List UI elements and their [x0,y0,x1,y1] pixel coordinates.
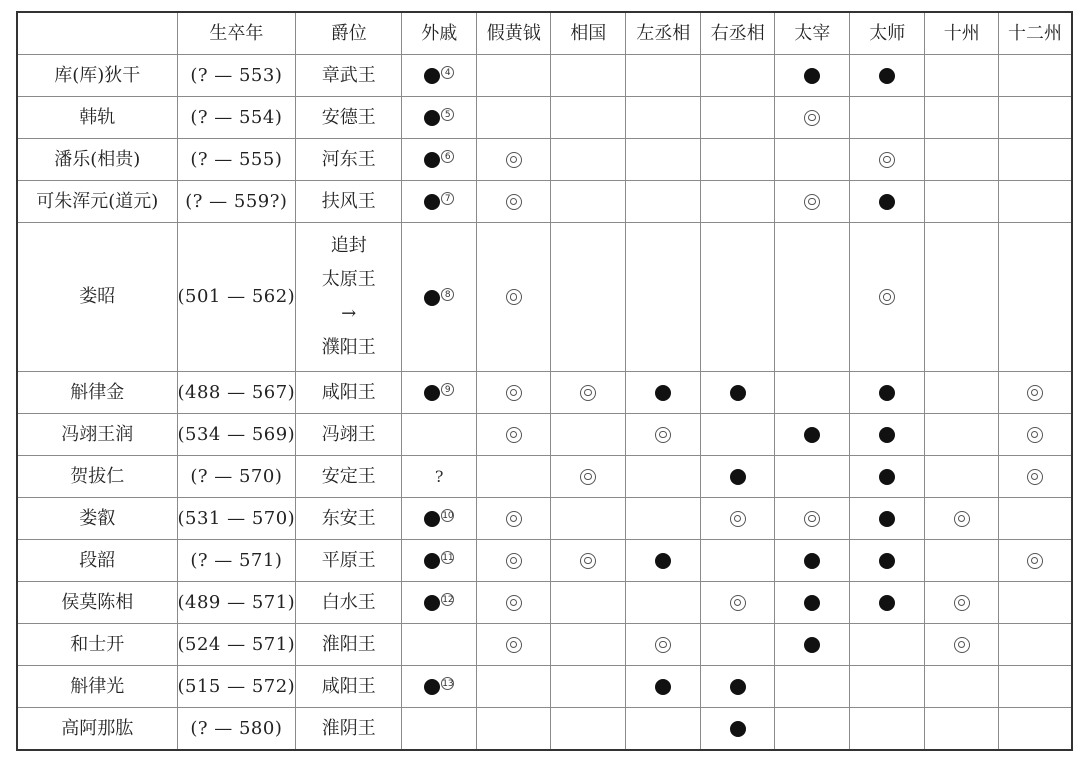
office-cell [701,708,775,751]
office-cell [999,540,1072,582]
header-jiahuangyue: 假黄钺 [477,12,551,55]
office-cell [477,624,551,666]
filled-circle-icon [424,194,440,210]
header-zuochengxiang: 左丞相 [626,12,701,55]
office-cell [551,666,626,708]
rank-title [296,666,402,708]
lifespan: (489 — 571) [177,582,296,624]
office-cell [850,456,925,498]
double-circle-icon [730,595,746,611]
rank-line: 淮阳王 [321,633,376,655]
lifespan: (501 — 562) [177,223,296,372]
rank-line: 安定王 [321,465,376,487]
double-circle-icon [1027,553,1043,569]
footnote-number: 11 [442,553,454,563]
person-name: 可朱浑元(道元) [17,181,177,223]
office-cell [477,97,551,139]
rank-line: 咸阳王 [321,381,376,403]
office-cell [701,55,775,97]
rank-title [296,55,402,97]
table-row [17,181,1072,223]
filled-circle-icon [424,152,440,168]
office-cell [626,97,701,139]
rank-title [296,414,402,456]
office-cell [850,139,925,181]
filled-circle-icon [655,385,671,401]
double-circle-icon [506,595,522,611]
office-cell [701,139,775,181]
office-cell [999,624,1072,666]
rank-line: 追封 [330,235,367,256]
footnote-number: 6 [441,150,454,163]
filled-circle-icon [879,427,895,443]
rank-line: 安德王 [321,106,376,128]
rank-line: → [341,303,357,324]
header-waiqi: 外戚 [402,12,477,55]
double-circle-icon [1027,427,1043,443]
office-cell [999,582,1072,624]
waiqi-cell [402,372,477,414]
double-circle-icon [580,553,596,569]
double-circle-icon [506,553,522,569]
filled-circle-icon [424,385,440,401]
double-circle-icon [580,469,596,485]
office-cell [925,372,999,414]
rank-line: 河东王 [321,148,376,170]
filled-circle-icon [804,553,820,569]
double-circle-icon [879,152,895,168]
office-cell [477,666,551,708]
office-cell [925,498,999,540]
office-cell [925,456,999,498]
rank-title [296,139,402,181]
office-cell [850,223,925,372]
office-cell [626,582,701,624]
double-circle-icon [506,637,522,653]
double-circle-icon [730,511,746,527]
office-cell [626,498,701,540]
person-name: 娄叡 [17,498,177,540]
rank-line: 咸阳王 [321,675,376,697]
office-cell [551,55,626,97]
office-cell [925,666,999,708]
filled-circle-icon [655,679,671,695]
office-cell [999,666,1072,708]
office-cell [850,414,925,456]
footnote-number: 9 [441,383,454,396]
office-cell [775,540,850,582]
header-xiangguo: 相国 [551,12,626,55]
rank-title [296,181,402,223]
double-circle-icon [804,110,820,126]
office-cell [477,708,551,751]
office-cell [775,708,850,751]
office-cell [701,540,775,582]
table-row [17,708,1072,751]
office-cell [551,540,626,582]
office-cell [701,181,775,223]
waiqi-cell [402,97,477,139]
double-circle-icon [506,194,522,210]
waiqi-cell [402,139,477,181]
double-circle-icon [954,511,970,527]
office-cell [999,97,1072,139]
person-name: 高阿那肱 [17,708,177,751]
person-name: 库(厍)狄干 [17,55,177,97]
office-cell [477,55,551,97]
office-cell [775,582,850,624]
rank-title [296,456,402,498]
waiqi-cell [402,582,477,624]
table-row [17,624,1072,666]
office-cell [701,456,775,498]
lifespan: (? — 559?) [177,181,296,223]
office-cell [775,181,850,223]
table-row [17,456,1072,498]
office-cell [925,414,999,456]
footnote-number: 10 [442,511,454,521]
office-cell [626,456,701,498]
person-name: 冯翊王润 [17,414,177,456]
rank-line: 太原王 [321,269,376,290]
table-row [17,498,1072,540]
office-cell [701,372,775,414]
office-cell [775,456,850,498]
filled-circle-icon [424,511,440,527]
waiqi-cell [402,540,477,582]
office-cell [477,540,551,582]
lifespan: (534 — 569) [177,414,296,456]
office-cell [551,624,626,666]
table-row [17,55,1072,97]
office-cell [775,55,850,97]
office-cell [551,708,626,751]
office-cell [477,498,551,540]
double-circle-icon [879,289,895,305]
office-cell [999,708,1072,751]
table-row [17,372,1072,414]
office-cell [850,55,925,97]
waiqi-cell [402,624,477,666]
filled-circle-icon [730,469,746,485]
officials-table [16,11,1073,751]
person-name: 侯莫陈相 [17,582,177,624]
office-cell [850,97,925,139]
lifespan: (? — 555) [177,139,296,181]
double-circle-icon [954,595,970,611]
waiqi-cell [402,414,477,456]
rank-title [296,223,402,372]
lifespan: (515 — 572) [177,666,296,708]
filled-circle-icon [804,637,820,653]
footnote-number: 12 [442,595,454,605]
double-circle-icon [506,385,522,401]
office-cell [999,139,1072,181]
lifespan: (? — 554) [177,97,296,139]
office-cell [850,666,925,708]
office-cell [775,139,850,181]
office-cell [701,97,775,139]
office-cell [999,181,1072,223]
double-circle-icon [804,194,820,210]
lifespan: (488 — 567) [177,372,296,414]
office-cell [477,223,551,372]
rank-line: 淮阴王 [321,717,376,739]
header-blank [17,12,177,55]
rank-title [296,540,402,582]
person-name: 和士开 [17,624,177,666]
office-cell [477,139,551,181]
header-shizhou: 十州 [925,12,999,55]
person-name: 娄昭 [17,223,177,372]
office-cell [477,372,551,414]
double-circle-icon [655,427,671,443]
header-lifespan: 生卒年 [177,12,296,55]
office-cell [701,223,775,372]
filled-circle-icon [879,194,895,210]
office-cell [551,139,626,181]
double-circle-icon [1027,469,1043,485]
header-taishi: 太师 [850,12,925,55]
filled-circle-icon [879,511,895,527]
double-circle-icon [506,511,522,527]
rank-line: 冯翊王 [321,423,376,445]
office-cell [551,414,626,456]
person-name: 斛律金 [17,372,177,414]
person-name: 韩轨 [17,97,177,139]
office-cell [701,414,775,456]
rank-title [296,372,402,414]
filled-circle-icon [655,553,671,569]
office-cell [775,624,850,666]
office-cell [775,223,850,372]
double-circle-icon [954,637,970,653]
rank-title [296,708,402,751]
office-cell [551,97,626,139]
office-cell [551,582,626,624]
filled-circle-icon [804,68,820,84]
office-cell [551,498,626,540]
table-row [17,666,1072,708]
office-cell [925,708,999,751]
waiqi-cell [402,708,477,751]
office-cell [626,372,701,414]
double-circle-icon [804,511,820,527]
filled-circle-icon [424,68,440,84]
double-circle-icon [506,427,522,443]
office-cell [551,223,626,372]
office-cell [850,498,925,540]
rank-line: 平原王 [321,549,376,571]
office-cell [850,624,925,666]
waiqi-cell [402,456,477,498]
header-taizai: 太宰 [775,12,850,55]
filled-circle-icon [730,721,746,737]
filled-circle-icon [424,679,440,695]
office-cell [477,181,551,223]
footnote-number: 8 [441,288,454,301]
rank-title [296,498,402,540]
double-circle-icon [1027,385,1043,401]
office-cell [925,97,999,139]
office-cell [477,414,551,456]
office-cell [925,540,999,582]
office-cell [626,624,701,666]
rank-title [296,582,402,624]
double-circle-icon [506,289,522,305]
office-cell [999,456,1072,498]
double-circle-icon [655,637,671,653]
filled-circle-icon [804,427,820,443]
table-row [17,414,1072,456]
table-row [17,540,1072,582]
office-cell [850,372,925,414]
rank-line: 东安王 [321,507,376,529]
office-cell [850,708,925,751]
header-shierzhou: 十二州 [999,12,1072,55]
office-cell [477,582,551,624]
office-cell [925,582,999,624]
filled-circle-icon [424,110,440,126]
office-cell [999,498,1072,540]
office-cell [701,666,775,708]
waiqi-cell [402,55,477,97]
lifespan: (? — 580) [177,708,296,751]
header-row [17,12,1072,55]
office-cell [551,456,626,498]
office-cell [999,223,1072,372]
office-cell [626,139,701,181]
office-cell [701,498,775,540]
person-name: 段韶 [17,540,177,582]
office-cell [850,181,925,223]
filled-circle-icon [879,469,895,485]
office-cell [701,624,775,666]
office-cell [551,372,626,414]
office-cell [626,666,701,708]
office-cell [925,55,999,97]
footnote-number: 13 [442,679,454,689]
waiqi-cell [402,181,477,223]
rank-line: 白水王 [321,591,376,613]
filled-circle-icon [424,595,440,611]
lifespan: (? — 553) [177,55,296,97]
person-name: 斛律光 [17,666,177,708]
office-cell [999,55,1072,97]
office-cell [626,55,701,97]
rank-title [296,624,402,666]
double-circle-icon [580,385,596,401]
office-cell [551,181,626,223]
office-cell [775,498,850,540]
office-cell [626,708,701,751]
office-cell [775,97,850,139]
lifespan: (? — 570) [177,456,296,498]
office-cell [925,181,999,223]
waiqi-cell [402,223,477,372]
office-cell [626,181,701,223]
office-cell [477,456,551,498]
rank-line: 濮阳王 [321,337,376,358]
rank-line: 章武王 [321,64,376,86]
office-cell [775,666,850,708]
waiqi-cell [402,666,477,708]
filled-circle-icon [879,595,895,611]
lifespan: (531 — 570) [177,498,296,540]
footnote-number: 5 [441,108,454,121]
office-cell [925,223,999,372]
office-cell [925,624,999,666]
uncertain-mark: ? [434,466,444,486]
table-row [17,223,1072,372]
rank-title [296,97,402,139]
office-cell [850,582,925,624]
filled-circle-icon [804,595,820,611]
table-row [17,139,1072,181]
filled-circle-icon [424,290,440,306]
filled-circle-icon [730,679,746,695]
header-rank: 爵位 [296,12,402,55]
office-cell [775,414,850,456]
table-row [17,97,1072,139]
lifespan: (? — 571) [177,540,296,582]
office-cell [999,372,1072,414]
table-row [17,582,1072,624]
lifespan: (524 — 571) [177,624,296,666]
footnote-number: 7 [441,192,454,205]
person-name: 贺拔仁 [17,456,177,498]
rank-line: 扶风王 [321,190,376,212]
filled-circle-icon [879,68,895,84]
filled-circle-icon [879,553,895,569]
filled-circle-icon [730,385,746,401]
filled-circle-icon [879,385,895,401]
office-cell [701,582,775,624]
office-cell [925,139,999,181]
double-circle-icon [506,152,522,168]
person-name: 潘乐(相贵) [17,139,177,181]
office-cell [626,223,701,372]
office-cell [775,372,850,414]
header-youchengxiang: 右丞相 [701,12,775,55]
office-cell [850,540,925,582]
office-cell [626,414,701,456]
office-cell [626,540,701,582]
footnote-number: 4 [441,66,454,79]
office-cell [999,414,1072,456]
waiqi-cell [402,498,477,540]
filled-circle-icon [424,553,440,569]
